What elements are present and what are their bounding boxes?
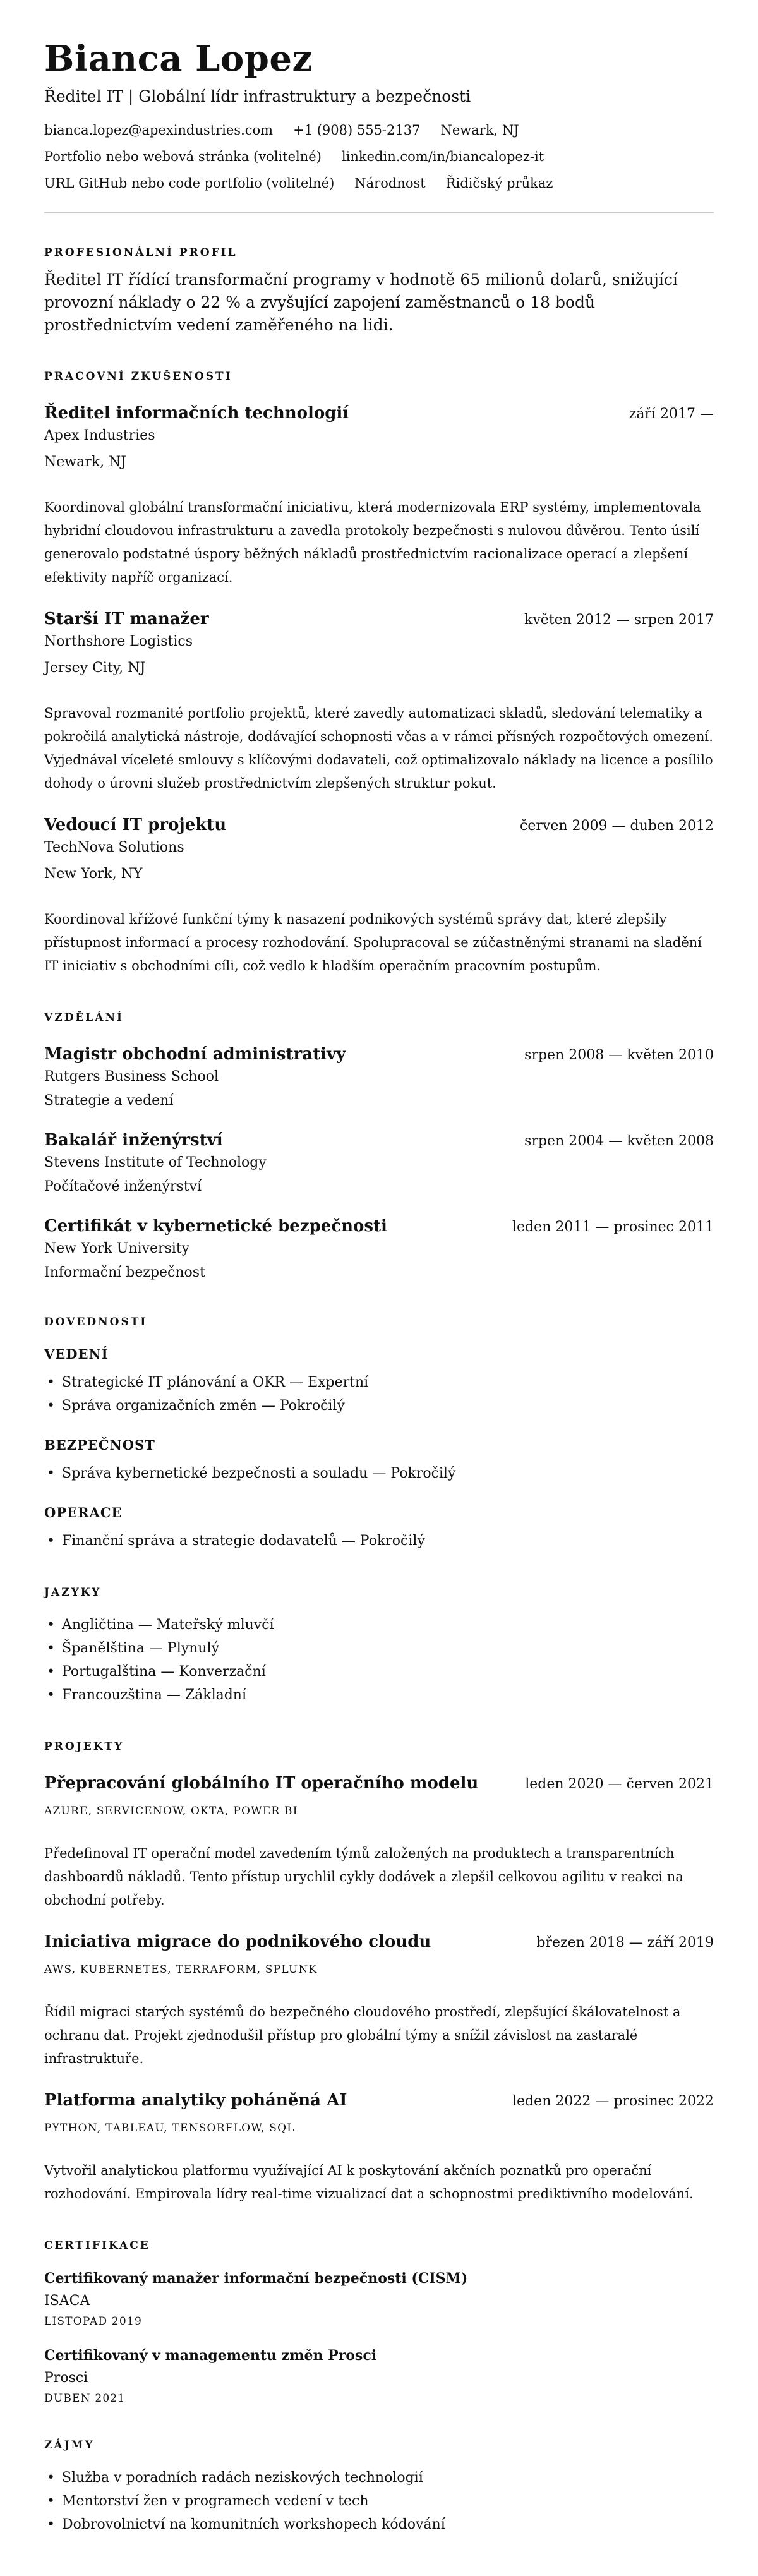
certifications-section [44,2239,714,2405]
field-of-study: Počítačové inženýrství [44,1179,202,1195]
skills-section [44,1315,714,1553]
github-link[interactable]: URL GitHub nebo code portfolio (volitelné) [44,176,335,191]
education-entry [44,1044,714,1110]
field-of-study: Strategie a vedení [44,1093,174,1109]
experience-section [44,370,714,978]
job-dates: květen 2012 — srpen 2017 [524,612,714,628]
nationality: Národnost [354,176,426,191]
interest-item: • Mentorství žen v programech vedení v tech [44,2489,714,2513]
location: Newark, NJ [440,123,519,138]
languages-section [44,1586,714,1707]
project-entry [44,1773,714,1912]
project-entry [44,1931,714,2071]
company: TechNova Solutions [44,840,184,855]
skill-item: • Finanční správa a strategie dodavatelů — Pokročilý [44,1529,714,1553]
degree: Magistr obchodní administrativy [44,1045,346,1064]
skill-category: VEDENÍ [44,1346,109,1362]
interests-section [44,2438,714,2536]
candidate-name: Bianca Lopez [44,38,313,80]
job-location: Jersey City, NJ [44,660,146,676]
linkedin-link[interactable]: linkedin.com/in/biancalopez-it [341,149,544,164]
language-item: • Portugalština — Konverzační [44,1660,714,1683]
extra-row [44,174,714,192]
experience-entry [44,814,714,978]
education-dates: srpen 2004 — květen 2008 [524,1133,714,1149]
skill-category: BEZPEČNOST [44,1437,155,1453]
job-location: Newark, NJ [44,454,127,470]
certification-date: DUBEN 2021 [44,2392,126,2405]
school: Stevens Institute of Technology [44,1155,267,1171]
section-title: CERTIFIKACE [44,2239,150,2252]
project-entry [44,2090,714,2206]
certification-name: Certifikovaný manažer informační bezpečnosti (CISM) [44,2270,468,2287]
summary-section [44,246,714,337]
language-list [44,1613,714,1707]
section-title: PROFESIONÁLNÍ PROFIL [44,246,238,259]
language-item: • Angličtina — Mateřský mluvčí [44,1613,714,1637]
experience-entry [44,608,714,795]
skill-item: • Správa kybernetické bezpečnosti a souladu — Pokročilý [44,1462,714,1485]
header-divider [44,212,714,213]
contact-row [44,121,714,139]
skill-list [44,1529,714,1553]
company: Northshore Logistics [44,634,193,649]
education-entry [44,1129,714,1196]
projects-section [44,1740,714,2206]
job-description: Koordinoval globální transformační iniciativu, která modernizovala ERP systémy, implementovala hybridní cloudovou infrastrukturu a zavedla protokoly bezpečnosti s nulovou důvěrou. Tento úsilí generovalo podstatné úspory běžných nákladů prostřednictvím racionalizace operací a zlepšení efektivity napříč organizací. [44,500,701,585]
section-title: PROJEKTY [44,1740,124,1753]
email-link[interactable]: bianca.lopez@apexindustries.com [44,123,274,138]
interest-item: • Dobrovolnictví na komunitních workshopech kódování [44,2513,714,2536]
job-dates: červen 2009 — duben 2012 [520,818,714,834]
section-title: ZÁJMY [44,2439,95,2452]
headline: Ředitel IT | Globální lídr infrastruktury a bezpečnosti [44,87,471,105]
skill-list [44,1371,714,1417]
project-name: Iniciativa migrace do podnikového cloudu [44,1932,431,1951]
section-title: VZDĚLÁNÍ [44,1011,124,1024]
degree: Certifikát v kybernetické bezpečnosti [44,1217,387,1236]
skill-category: OPERACE [44,1505,123,1520]
project-description: Řídil migraci starých systémů do bezpečného cloudového prostředí, zlepšující škálovatelnost a ochranu dat. Projekt zjednodušil přístup pro globální týmy a snížil závislost na zastaralé infrastruktuře. [44,2004,681,2066]
certification-issuer: ISACA [44,2293,90,2309]
job-title: Ředitel informačních technologií [44,404,349,423]
phone-number: +1 (908) 555-2137 [293,123,421,138]
certification-entry [44,2269,714,2328]
degree: Bakalář inženýrství [44,1131,223,1150]
certification-date: LISTOPAD 2019 [44,2315,142,2328]
section-title: JAZYKY [44,1586,102,1599]
school: New York University [44,1241,190,1256]
project-tech: PYTHON, TABLEAU, TENSORFLOW, SQL [44,2122,295,2134]
interest-item: • Služba v poradních radách neziskových technologií [44,2466,714,2489]
field-of-study: Informační bezpečnost [44,1265,205,1280]
project-name: Přepracování globálního IT operačního modelu [44,1774,479,1793]
skill-item: • Strategické IT plánování a OKR — Expertní [44,1371,714,1394]
education-section [44,1011,714,1282]
school: Rutgers Business School [44,1069,219,1085]
project-tech: AWS, KUBERNETES, TERRAFORM, SPLUNK [44,1963,318,1976]
project-tech: AZURE, SERVICENOW, OKTA, POWER BI [44,1805,298,1817]
education-dates: leden 2011 — prosinec 2011 [512,1219,714,1235]
job-location: New York, NY [44,866,143,882]
section-title: PRACOVNÍ ZKUŠENOSTI [44,370,232,383]
job-description: Koordinoval křížové funkční týmy k nasazení podnikových systémů správy dat, které zlepšily přístupnost informací a procesy rozhodování. Spolupracoval se zúčastněnými stranami na sladění IT iniciativ s obchodními cíli, což vedlo k hladším operačním pracovním postupům. [44,912,702,973]
job-title: Starší IT manažer [44,610,209,629]
driving-license: Řidičský průkaz [445,176,553,191]
certification-entry [44,2346,714,2405]
portfolio-link[interactable]: Portfolio nebo webová stránka (volitelné) [44,149,322,164]
project-dates: leden 2020 — červen 2021 [525,1776,714,1792]
job-title: Vedoucí IT projektu [44,816,227,834]
resume-header [44,38,714,192]
language-item: • Francouzština — Základní [44,1683,714,1707]
summary-text: Ředitel IT řídící transformační programy v hodnotě 65 milionů dolarů, snižující provozní náklady o 22 % a zvyšující zapojení zaměstnanců o 18 bodů prostřednictvím vedení zaměřeného na lidi. [44,270,678,334]
skill-list [44,1462,714,1485]
section-title: DOVEDNOSTI [44,1316,148,1328]
interest-list [44,2466,714,2536]
project-dates: březen 2018 — září 2019 [536,1935,714,1951]
project-description: Vytvořil analytickou platformu využívající AI k poskytování akčních poznatků pro operační rozhodování. Empirovala lídry real-time vizualizací dat a schopnostmi prediktivního modelování. [44,2163,694,2201]
job-dates: září 2017 — [629,406,714,422]
certification-name: Certifikovaný v managementu změn Prosci [44,2347,377,2364]
project-name: Platforma analytiky poháněná AI [44,2091,347,2110]
job-description: Spravoval rozmanité portfolio projektů, které zavedly automatizaci skladů, sledování telematiky a pokročilá analytická nástroje, dodávající schopnosti včas a v rámci přísných rozpočtových omezení. Vyjednával víceleté smlouvy s klíčovými dodavateli, což optimalizovalo náklady na licence a posílilo dohody o úrovni služeb prostřednictvím zlepšených struktur pokut. [44,706,713,791]
project-dates: leden 2022 — prosinec 2022 [512,2093,714,2109]
skill-item: • Správa organizačních změn — Pokročilý [44,1394,714,1417]
education-dates: srpen 2008 — květen 2010 [524,1047,714,1063]
certification-issuer: Prosci [44,2370,88,2386]
company: Apex Industries [44,428,155,443]
experience-entry [44,402,714,589]
links-row [44,148,714,166]
project-description: Předefinoval IT operační model zavedením týmů založených na produktech a transparentních dashboardů nákladů. Tento přístup urychlil cykly dodávek a zlepšil celkovou agilitu v reakci na obchodní potřeby. [44,1846,683,1908]
education-entry [44,1215,714,1282]
language-item: • Španělština — Plynulý [44,1637,714,1660]
